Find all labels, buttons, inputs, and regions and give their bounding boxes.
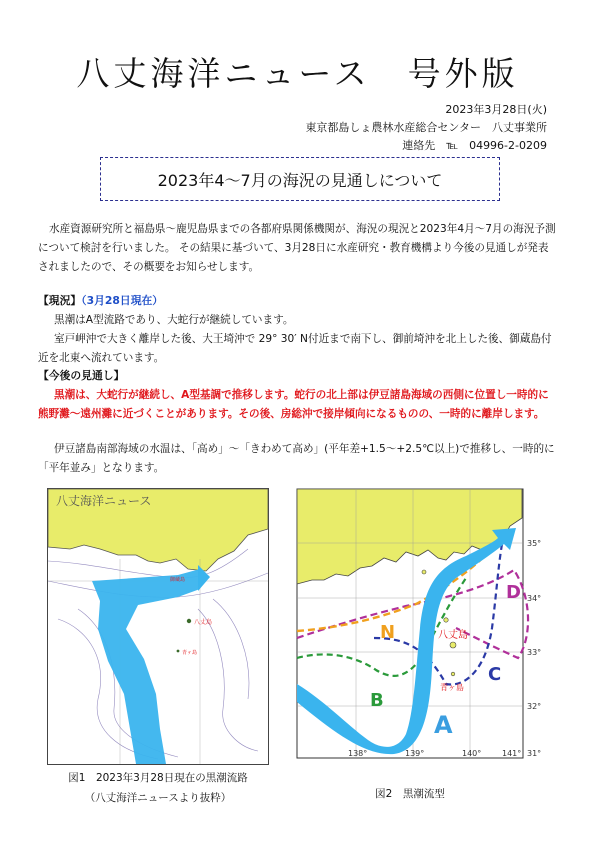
organization: 東京都島しょ農林水産総合センター 八丈事業所 — [305, 121, 547, 134]
figure-1-caption: 図1 2023年3月28日現在の黒潮流路 — [68, 772, 248, 784]
issue-date: 2023年3月28日(火) — [445, 103, 547, 116]
figure-2-label-N: N — [380, 622, 396, 643]
figure-1-watermark: 八丈海洋ニュース — [56, 494, 152, 508]
figure-2-label-C: C — [488, 664, 502, 685]
figure-2-lat-31: 31° — [527, 749, 542, 758]
figure-2-label-D: D — [506, 582, 521, 603]
headline: 2023年4～7月の海況の見通しについて — [157, 170, 443, 190]
intro-paragraph: 水産資源研究所と福島県～鹿児島県までの各都府県関係機関が、海況の現況と2023年4月～7月の海況予測について検討を行いました。 その結果に基づいて、3月28日に水産研究・教育機構より今後の見通しが発表されましたので、その概要をお知らせします。 — [38, 223, 556, 273]
outlook-red-text: 黒潮は、大蛇行が継続し、A型基調で推移します。蛇行の北上部は伊豆諸島海域の西側に位置し一時的に熊野灘～遠州灘に近づくことがあります。その後、房総沖で接岸傾向になるものの、一時的に離岸します。 — [38, 389, 549, 420]
current-line-2: 室戸岬沖で大きく離岸した後、大王埼沖で 29° 30′ N付近まで南下し、御前埼沖を北上した後、御蔵島付近を北東へ流れています。 — [38, 333, 552, 364]
figure-1-label-hachijo: 八丈島 — [194, 619, 213, 626]
figure-2-svg — [296, 488, 542, 759]
current-heading: 【現況】 — [38, 294, 82, 307]
figure-2-caption: 図2 黒潮流型 — [375, 788, 445, 800]
headline-box — [100, 157, 500, 201]
figure-2-label-hachijo: 八丈島 — [438, 630, 468, 641]
figure-2-lon-141: 141° — [502, 749, 522, 758]
current-section-heading — [38, 293, 163, 308]
figure-2-lon-139: 139° — [405, 749, 425, 758]
figure-2-label-B: B — [370, 690, 384, 711]
figure-2-diagram — [296, 488, 542, 759]
figure-2-lat-35: 35° — [527, 539, 542, 548]
outlook-temp-text: 伊豆諸島南部海域の水温は、「高め」～「きわめて高め」(平年差+1.5～+2.5℃以上)で推移し、一時的に「平年並み」となります。 — [38, 443, 555, 474]
current-line-1: 黒潮はA型流路であり、大蛇行が継続しています。 — [54, 314, 294, 326]
contact-info: 連絡先 ℡ 04996-2-0209 — [402, 139, 547, 152]
figure-2-lon-138: 138° — [348, 749, 368, 758]
figure-1-subcaption: （八丈海洋ニュースより抜粋） — [84, 792, 232, 804]
figure-1-map — [47, 488, 269, 765]
figure-1-label-aogashima: 青ヶ島 — [182, 650, 198, 656]
figure-2-lat-33: 33° — [527, 648, 542, 657]
figure-1-svg — [48, 489, 268, 764]
page-title: 八丈海洋ニュース 号外版 — [76, 54, 519, 93]
figure-2-lat-32: 32° — [527, 702, 542, 711]
current-date-note: （3月28日現在） — [81, 294, 164, 307]
figure-2-label-aogashima: 青ヶ島 — [440, 683, 464, 692]
figure-2-lon-140: 140° — [462, 749, 482, 758]
figure-2-lat-34: 34° — [527, 594, 542, 603]
figure-2-label-A: A — [434, 711, 453, 739]
outlook-heading: 【今後の見通し】 — [38, 369, 125, 382]
figure-1-label-mikura: 御蔵島 — [170, 577, 186, 583]
